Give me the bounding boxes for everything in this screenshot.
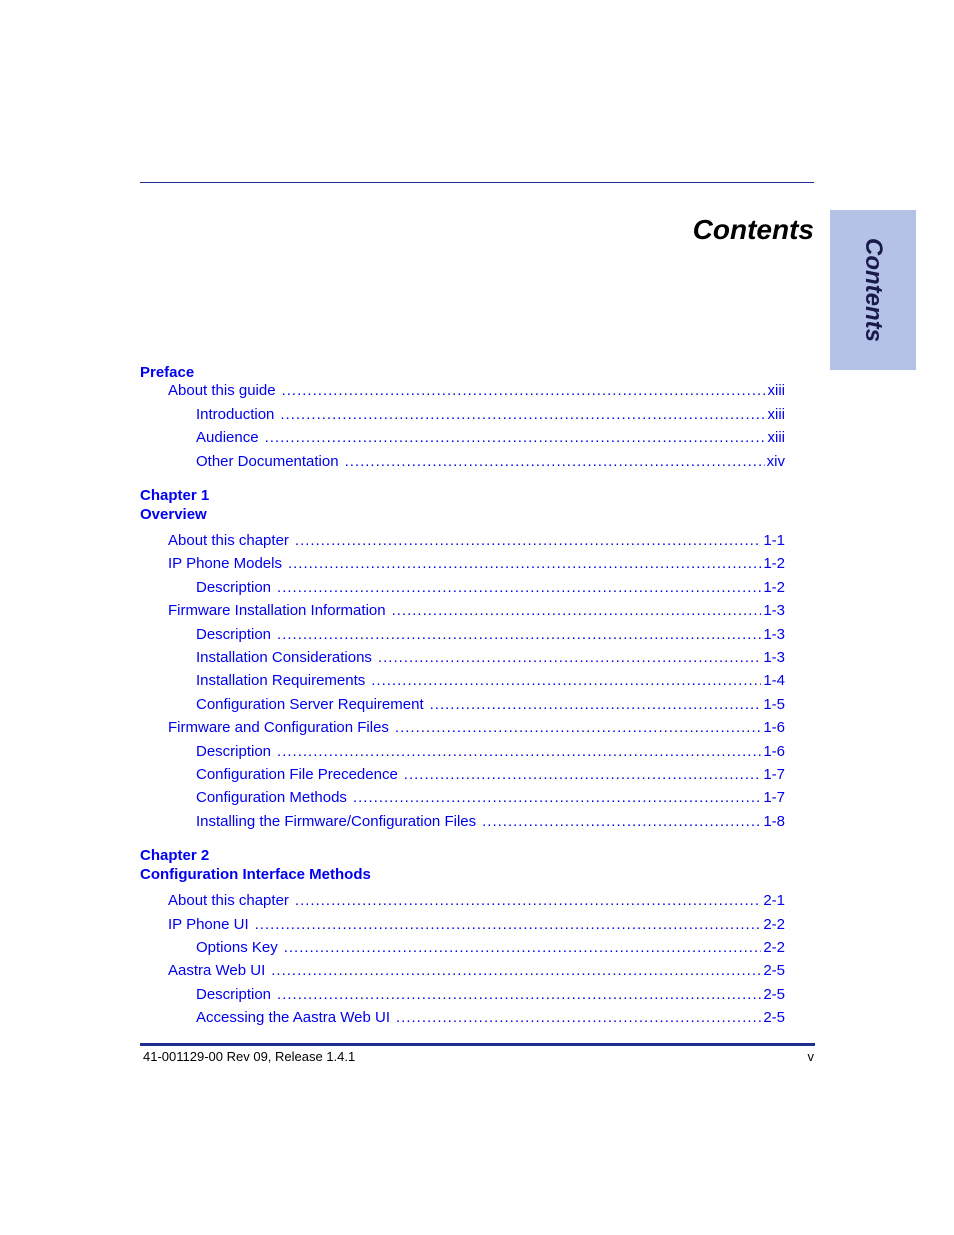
toc-entry-title: Description — [196, 743, 272, 760]
toc-entry-page: xiii — [767, 382, 785, 399]
toc-entry-page: 1-2 — [763, 579, 785, 596]
section-subheading[interactable]: Overview — [140, 506, 207, 523]
toc-entry-page: xiii — [767, 429, 785, 446]
dot-leader — [345, 452, 765, 472]
dot-leader — [271, 961, 761, 981]
dot-leader — [277, 625, 761, 645]
dot-leader — [277, 578, 761, 598]
dot-leader — [295, 891, 761, 911]
toc-entry-title: About this chapter — [168, 892, 289, 909]
toc-entry-page: 1-5 — [763, 696, 785, 713]
toc-entry-title: Aastra Web UI — [168, 962, 266, 979]
dot-leader — [353, 788, 761, 808]
toc-entry-page: 1-6 — [763, 719, 785, 736]
dot-leader — [396, 1008, 761, 1028]
toc-entry-page: 2-5 — [763, 1009, 785, 1026]
section-heading[interactable]: Chapter 1 — [140, 487, 210, 504]
dot-leader — [482, 812, 761, 832]
dot-leader — [255, 915, 762, 935]
toc-entry[interactable] — [196, 812, 785, 832]
toc-entry[interactable] — [196, 405, 785, 425]
toc-entry-page: 2-2 — [763, 916, 785, 933]
toc-entry-title: Installation Requirements — [196, 672, 366, 689]
dot-leader — [395, 718, 761, 738]
toc-entry-page: 1-2 — [763, 555, 785, 572]
footer-doc-id: 41-001129-00 Rev 09, Release 1.4.1 — [143, 1049, 356, 1064]
toc-entry-title: About this chapter — [168, 532, 289, 549]
toc-entry[interactable] — [168, 891, 785, 911]
dot-leader — [277, 985, 761, 1005]
toc-entry-title: Description — [196, 986, 272, 1003]
dot-leader — [295, 531, 761, 551]
toc-entry-title: Configuration Server Requirement — [196, 696, 424, 713]
dot-leader — [280, 405, 765, 425]
dot-leader — [265, 428, 766, 448]
section-heading[interactable]: Chapter 2 — [140, 847, 210, 864]
toc-entry-title: Description — [196, 626, 272, 643]
toc-entry-page: 1-4 — [763, 672, 785, 689]
toc-entry[interactable] — [196, 938, 785, 958]
toc-entry-title: IP Phone UI — [168, 916, 249, 933]
toc-entry-title: Firmware and Configuration Files — [168, 719, 389, 736]
toc-entry-title: Installing the Firmware/Configuration Files — [196, 813, 477, 830]
toc-entry[interactable] — [196, 648, 785, 668]
toc-entry[interactable] — [168, 961, 785, 981]
toc-entry-page: 2-5 — [763, 962, 785, 979]
toc-entry-title: Options Key — [196, 939, 278, 956]
toc-entry-title: Introduction — [196, 406, 275, 423]
toc-entry-title: IP Phone Models — [168, 555, 282, 572]
toc-entry-title: Configuration File Precedence — [196, 766, 398, 783]
toc-entry-title: About this guide — [168, 382, 276, 399]
toc-entry-title: Accessing the Aastra Web UI — [196, 1009, 390, 1026]
toc-entry-title: Configuration Methods — [196, 789, 347, 806]
toc-entry-page: 1-6 — [763, 743, 785, 760]
toc-entry[interactable] — [168, 601, 785, 621]
toc-entry-title: Description — [196, 579, 272, 596]
dot-leader — [404, 765, 762, 785]
toc-entry[interactable] — [168, 531, 785, 551]
toc-entry[interactable] — [196, 428, 785, 448]
dot-leader — [288, 554, 761, 574]
toc-entry-page: 1-1 — [763, 532, 785, 549]
toc-entry-page: 1-7 — [763, 766, 785, 783]
toc-entry[interactable] — [196, 625, 785, 645]
toc-entry-page: 2-2 — [763, 939, 785, 956]
toc-entry-page: 1-3 — [763, 602, 785, 619]
toc-entry[interactable] — [196, 765, 785, 785]
toc-entry-title: Audience — [196, 429, 259, 446]
toc-entry-page: 1-7 — [763, 789, 785, 806]
toc-entry-title: Other Documentation — [196, 453, 339, 470]
toc-entry-page: 2-1 — [763, 892, 785, 909]
section-subheading[interactable]: Configuration Interface Methods — [140, 866, 371, 883]
dot-leader — [277, 742, 761, 762]
footer-rule — [140, 1043, 815, 1046]
toc-entry-title: Firmware Installation Information — [168, 602, 386, 619]
toc-entry-page: 2-5 — [763, 986, 785, 1003]
dot-leader — [378, 648, 761, 668]
toc-entry-page: 1-3 — [763, 626, 785, 643]
toc-entry-page: 1-3 — [763, 649, 785, 666]
dot-leader — [392, 601, 762, 621]
toc-entry-page: 1-8 — [763, 813, 785, 830]
page-title: Contents — [692, 214, 814, 245]
toc-entry-title: Installation Considerations — [196, 649, 372, 666]
toc-entry[interactable] — [168, 915, 785, 935]
toc-entry[interactable] — [168, 718, 785, 738]
footer-page-number: v — [807, 1049, 814, 1064]
dot-leader — [371, 671, 761, 691]
toc-entry[interactable] — [196, 985, 785, 1005]
toc-entry[interactable] — [196, 788, 785, 808]
dot-leader — [284, 938, 762, 958]
side-tab-label: Contents — [860, 238, 887, 342]
dot-leader — [430, 695, 762, 715]
section-heading[interactable]: Preface — [140, 364, 195, 381]
toc-entry[interactable] — [196, 1008, 785, 1028]
toc-entry[interactable] — [168, 554, 785, 574]
toc-entry-page: xiii — [767, 406, 785, 423]
toc-entry[interactable] — [168, 381, 785, 401]
toc-entry[interactable] — [196, 452, 785, 472]
toc-entry[interactable] — [196, 695, 785, 715]
dot-leader — [282, 381, 766, 401]
toc-entry[interactable] — [196, 742, 785, 762]
toc-entry-page: xiv — [766, 453, 785, 470]
toc-entry[interactable] — [196, 578, 785, 598]
toc-entry[interactable] — [196, 671, 785, 691]
